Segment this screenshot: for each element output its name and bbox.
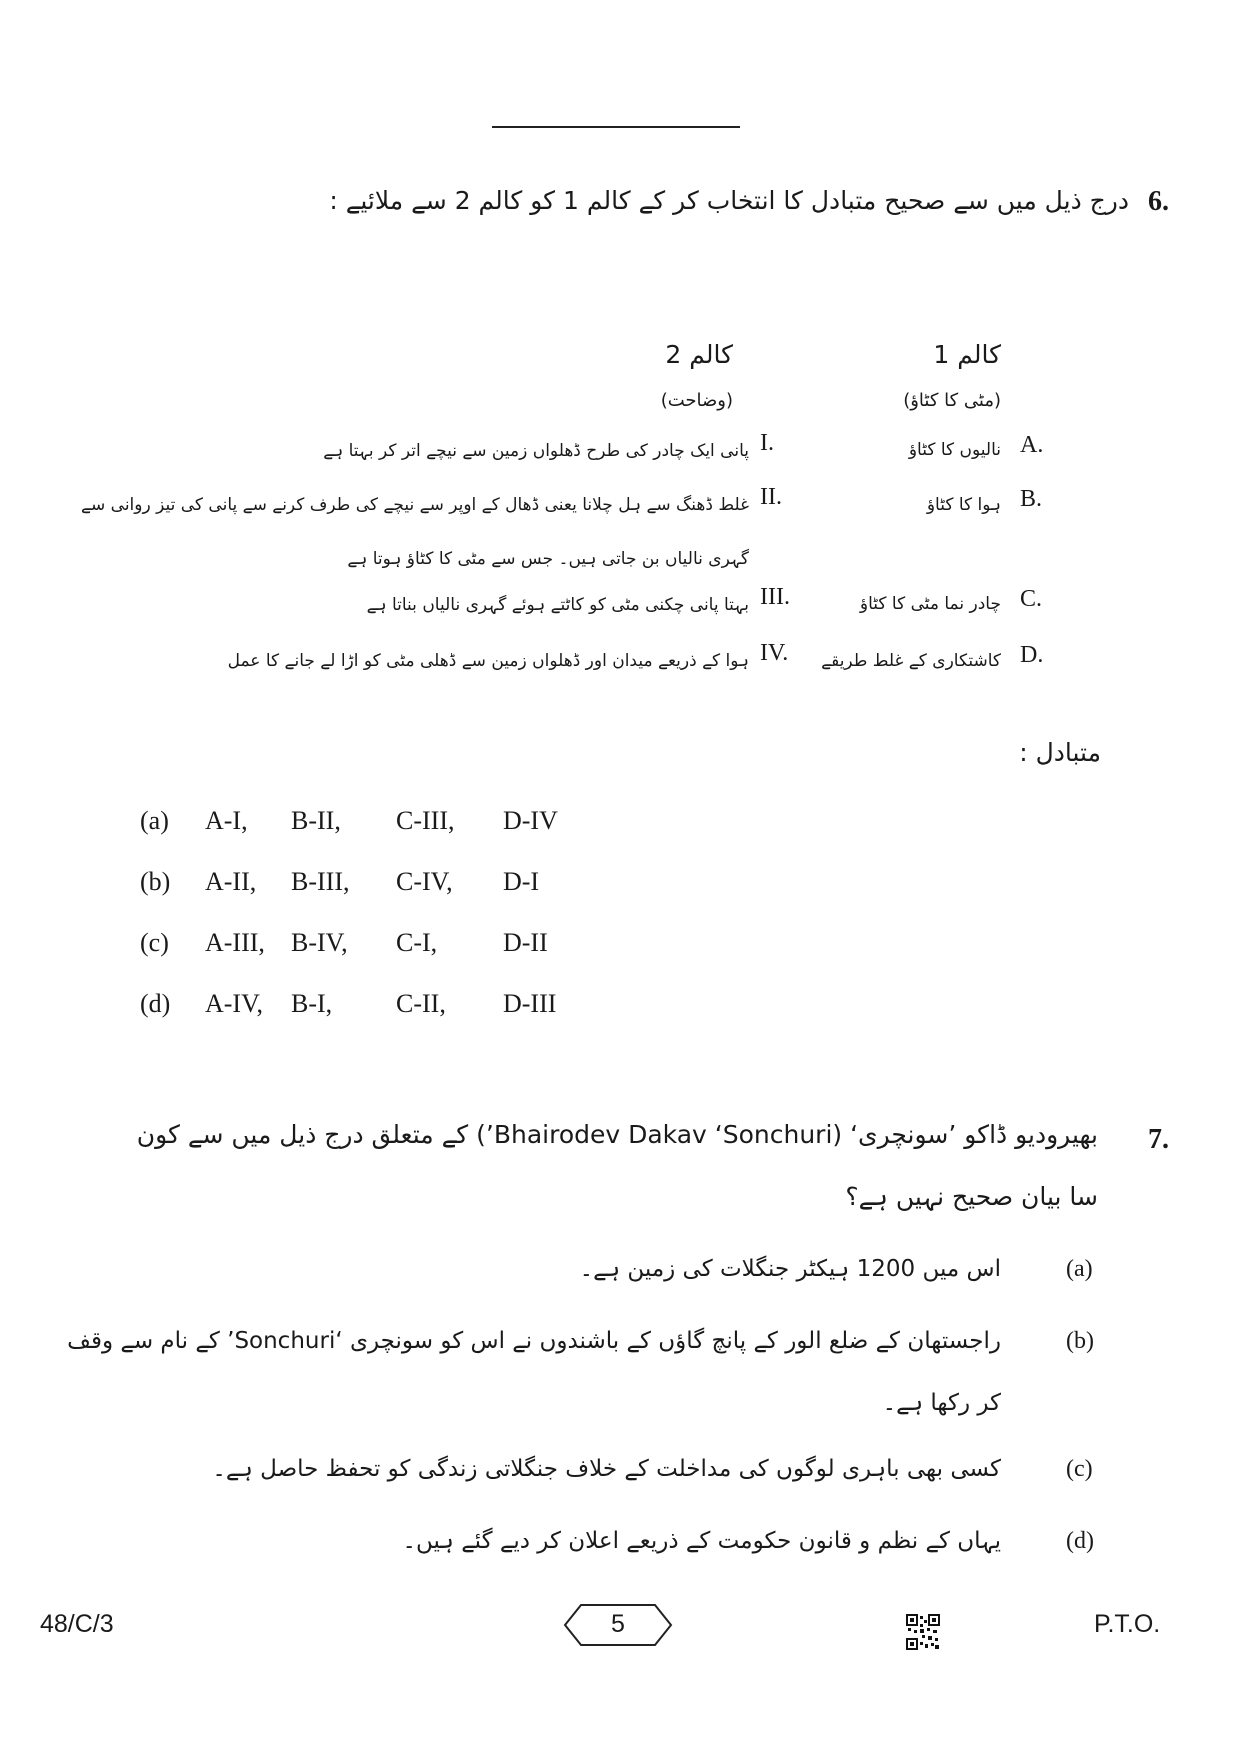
option-pair: A-III, — [205, 928, 265, 957]
option-pair: B-III, — [291, 867, 350, 896]
answer-option[interactable] — [0, 867, 1241, 901]
answer-option-text[interactable]: اس میں 1200 ہیکٹر جنگلات کی زمین ہے۔ — [579, 1256, 1001, 1282]
column2-item-continued: گہری نالیاں بن جاتی ہیں۔ جس سے مٹی کا کٹاؤ ہوتا ہے — [347, 549, 749, 569]
option-label: (b) — [140, 867, 171, 896]
option-label: (b) — [1066, 1328, 1094, 1354]
question-7-text-continued: سا بیان صحیح نہیں ہے؟ — [845, 1182, 1098, 1211]
option-pair: C-II, — [396, 989, 446, 1018]
column1-letter: A. — [1020, 432, 1044, 458]
column2-item: ہوا کے ذریعے میدان اور ڈھلواں زمین سے ڈھلی مٹی کو اڑا لے جانے کا عمل — [227, 651, 749, 671]
option-pair: A-IV, — [205, 989, 264, 1018]
column1-item: ہوا کا کٹاؤ — [926, 495, 1001, 515]
option-label: (a) — [140, 806, 169, 835]
column1-item: کاشتکاری کے غلط طریقے — [821, 651, 1001, 671]
option-pair: C-I, — [396, 928, 438, 957]
answer-option[interactable] — [0, 928, 1241, 962]
top-divider — [492, 126, 740, 128]
alternatives-label: متبادل : — [1019, 738, 1101, 767]
option-label: (d) — [140, 989, 171, 1018]
column2-roman: III. — [760, 584, 790, 610]
page-number: 5 — [611, 1610, 625, 1638]
column1-item: نالیوں کا کٹاؤ — [908, 440, 1001, 460]
column1-letter: C. — [1020, 586, 1043, 612]
option-pair: A-II, — [205, 867, 257, 896]
column1-letter: B. — [1020, 486, 1043, 512]
qr-code-icon — [906, 1614, 940, 1650]
answer-option[interactable] — [0, 989, 1241, 1023]
answer-option-text[interactable]: یہاں کے نظم و قانون حکومت کے ذریعے اعلان کر دیے گئے ہیں۔ — [402, 1528, 1001, 1554]
answer-option-text[interactable]: کسی بھی باہری لوگوں کی مداخلت کے خلاف جنگلاتی زندگی کو تحفظ حاصل ہے۔ — [212, 1456, 1001, 1482]
column1-subheading: (مٹی کا کٹاؤ) — [903, 390, 1001, 411]
answer-option-text[interactable]: راجستھان کے ضلع الور کے پانچ گاؤں کے باشندوں نے اس کو سونچری ‘Sonchuri’ کے نام سے وقف — [67, 1328, 1001, 1354]
option-pair: B-IV, — [291, 928, 348, 957]
question-7-number: 7. — [1148, 1124, 1169, 1155]
column1-letter: D. — [1020, 642, 1044, 668]
option-pair: C-III, — [396, 806, 455, 835]
option-pair: D-III — [503, 989, 557, 1018]
column1-heading: کالم 1 — [933, 340, 1001, 369]
option-pair: B-I, — [291, 989, 333, 1018]
column2-item: غلط ڈھنگ سے ہل چلانا یعنی ڈھال کے اوپر سے نیچے کی طرف کرنے سے پانی کی تیز روانی سے — [81, 495, 749, 515]
answer-option[interactable] — [0, 806, 1241, 840]
column2-subheading: (وضاحت) — [660, 390, 733, 411]
column2-heading: کالم 2 — [665, 340, 733, 369]
option-pair: D-I — [503, 867, 540, 896]
column2-roman: IV. — [760, 640, 789, 666]
option-pair: B-II, — [291, 806, 341, 835]
option-pair: D-IV — [503, 806, 558, 835]
question-6-text: درج ذیل میں سے صحیح متبادل کا انتخاب کر کے کالم 1 کو کالم 2 سے ملائیے : — [329, 186, 1129, 215]
column2-roman: II. — [760, 484, 782, 510]
option-label: (c) — [140, 928, 169, 957]
please-turn-over: P.T.O. — [1094, 1610, 1161, 1638]
option-pair: D-II — [503, 928, 548, 957]
option-label: (a) — [1066, 1256, 1093, 1282]
column2-item: پانی ایک چادر کی طرح ڈھلواں زمین سے نیچے اتر کر بہتا ہے — [323, 441, 749, 461]
column2-roman: I. — [760, 430, 774, 456]
option-pair: A-I, — [205, 806, 248, 835]
paper-code: 48/C/3 — [40, 1610, 114, 1638]
question-6-number: 6. — [1148, 186, 1169, 217]
option-pair: C-IV, — [396, 867, 453, 896]
question-7-text: بھیرودیو ڈاکو ’سونچری‘ (Bhairodev Dakav ‘Sonchuri’) کے متعلق درج ذیل میں سے کون — [136, 1120, 1098, 1149]
column1-item: چادر نما مٹی کا کٹاؤ — [859, 594, 1001, 614]
option-label: (c) — [1066, 1456, 1093, 1482]
option-label: (d) — [1066, 1528, 1094, 1554]
column2-item: بہتا پانی چکنی مٹی کو کاٹتے ہوئے گہری نالیاں بناتا ہے — [366, 595, 749, 615]
answer-option-text-continued[interactable]: کر رکھا ہے۔ — [882, 1390, 1001, 1416]
